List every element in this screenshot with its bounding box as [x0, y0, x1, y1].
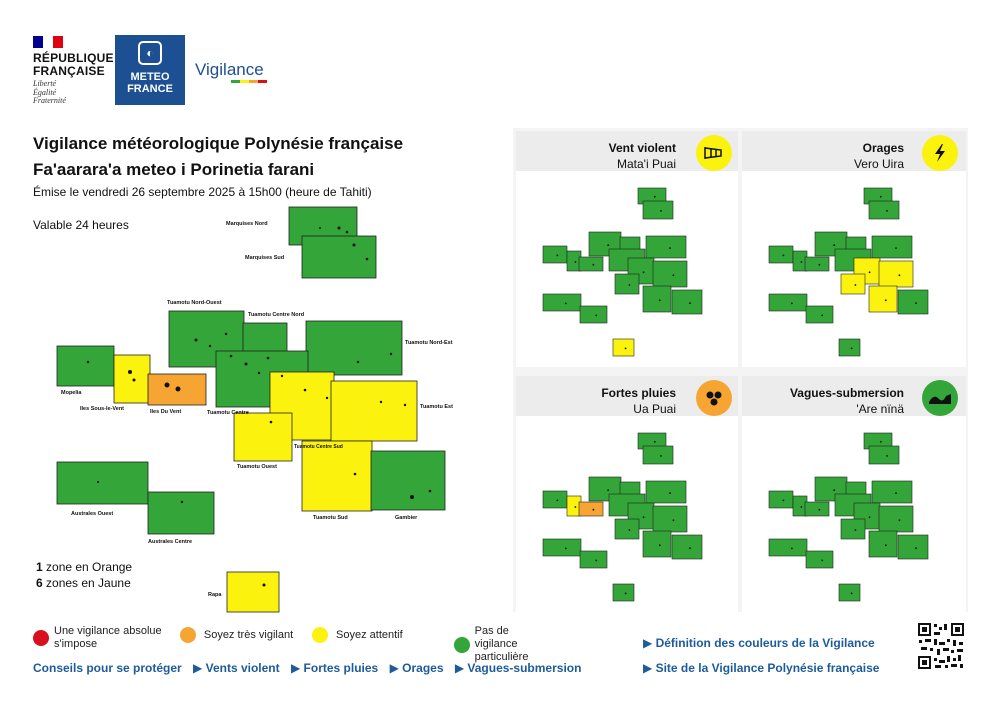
mini-island-marker — [880, 441, 882, 443]
mini-island-marker — [643, 516, 645, 518]
republique-line1: RÉPUBLIQUE — [33, 51, 114, 65]
meteo-france-emblem-icon: ◐ — [138, 41, 162, 65]
mini-zone-tuamotu-nord-est[interactable] — [872, 481, 912, 503]
validity-text: Valable 24 heures — [33, 218, 129, 232]
mini-island-marker — [673, 274, 675, 276]
mini-island-marker — [886, 210, 888, 212]
mini-island-marker — [885, 544, 887, 546]
label-australes-ouest: Australes Ouest — [71, 511, 114, 517]
mini-zone-tuamotu-nord-est[interactable] — [646, 236, 686, 258]
mini-island-marker — [899, 519, 901, 521]
panel-subtitle: Mata'i Puai — [617, 157, 676, 171]
emission-date: Émise le vendredi 26 septembre 2025 à 15h00 (heure de Tahiti) — [33, 185, 372, 199]
mini-zone-tuamotu-sud[interactable] — [643, 531, 671, 557]
mini-zone-iles-du-vent[interactable] — [805, 257, 829, 271]
panel-subtitle: 'Are nïnä — [856, 402, 904, 416]
mini-island-marker — [869, 271, 871, 273]
yellow-dot-icon — [312, 627, 328, 643]
page-title-tahitian: Fa'aarara'a meteo i Porinetia farani — [33, 160, 315, 179]
mini-zone-tuamotu-nord-est[interactable] — [646, 481, 686, 503]
mini-zone-australes-ouest[interactable] — [543, 294, 581, 311]
mini-map-vagues-submersion — [769, 433, 928, 601]
mini-zone-australes-centre[interactable] — [580, 306, 607, 323]
mini-island-marker — [855, 529, 857, 531]
legend-item-green — [454, 625, 553, 664]
mini-island-marker — [791, 547, 793, 549]
link-conseils[interactable]: Conseils pour se protéger — [33, 661, 182, 675]
link-vents-violent[interactable]: ▶ Vents violent — [193, 661, 280, 675]
mini-island-marker — [565, 302, 567, 304]
mini-island-marker — [575, 261, 577, 263]
mini-island-marker — [625, 347, 627, 349]
legend-item-yellow — [312, 627, 454, 643]
link-site-vigilance[interactable]: ▶ Site de la Vigilance Polynésie française — [643, 661, 880, 675]
mini-island-marker — [880, 196, 882, 198]
legend-yellow-text: Soyez attentif — [336, 628, 403, 641]
mini-zone-tuamotu-ouest[interactable] — [615, 274, 639, 294]
mini-island-marker — [689, 302, 691, 304]
mini-zone-tuamotu-ouest[interactable] — [841, 274, 865, 294]
mini-island-marker — [819, 509, 821, 511]
mini-island-marker — [895, 247, 897, 249]
mini-island-marker — [593, 509, 595, 511]
label-rapa: Rapa — [208, 592, 222, 598]
panel-subtitle: Vero Uira — [853, 157, 904, 171]
meteo-line1: METEO — [130, 71, 170, 83]
mini-zone-marquises-sud[interactable] — [869, 446, 899, 464]
mini-island-marker — [654, 441, 656, 443]
mini-island-marker — [821, 314, 823, 316]
mini-zone-marquises-sud[interactable] — [643, 201, 673, 219]
mini-zone-tuamotu-sud[interactable] — [869, 286, 897, 312]
mini-zone-mopelia[interactable] — [543, 491, 567, 508]
mini-island-marker — [595, 314, 597, 316]
links-bar — [33, 661, 589, 675]
mini-zone-iles-du-vent[interactable] — [579, 502, 603, 516]
mini-zone-australes-ouest[interactable] — [543, 539, 581, 556]
mini-zone-tuamotu-sud[interactable] — [643, 286, 671, 312]
label-iles-du-vent: Iles Du Vent — [150, 409, 182, 415]
mini-island-marker — [689, 547, 691, 549]
legend — [33, 625, 553, 663]
mini-zone-iles-du-vent[interactable] — [805, 502, 829, 516]
mini-island-marker — [629, 284, 631, 286]
mini-zone-rapa[interactable] — [839, 584, 860, 601]
mini-map-orages — [769, 188, 928, 356]
label-tuamotu-centre-sud: Tuamotu Centre Sud — [294, 444, 343, 450]
label-tuamotu-nord-ouest: Tuamotu Nord-Ouest — [167, 300, 222, 306]
panel-title: Vent violent — [608, 141, 676, 155]
mini-zone-tuamotu-est[interactable] — [879, 506, 913, 532]
mini-zone-tuamotu-ouest[interactable] — [841, 519, 865, 539]
yellow-count: 6 zones en Jaune — [36, 576, 131, 590]
legend-item-orange — [180, 627, 312, 643]
mini-island-marker — [607, 489, 609, 491]
mini-island-marker — [669, 492, 671, 494]
mini-island-marker — [855, 284, 857, 286]
mini-zone-rapa[interactable] — [613, 339, 634, 356]
mini-island-marker — [791, 302, 793, 304]
mini-zone-tuamotu-nord-est[interactable] — [872, 236, 912, 258]
page-title: Vigilance météorologique Polynésie française — [33, 134, 404, 153]
mini-island-marker — [821, 559, 823, 561]
mini-zone-tuamotu-est[interactable] — [653, 261, 687, 287]
mini-zone-gambier[interactable] — [672, 290, 702, 314]
link-definition-couleurs[interactable]: ▶ Définition des couleurs de la Vigilance — [643, 636, 875, 650]
mini-island-marker — [557, 499, 559, 501]
legend-item-red — [33, 625, 180, 651]
mini-zone-tuamotu-ouest[interactable] — [615, 519, 639, 539]
mini-island-marker — [643, 271, 645, 273]
mini-island-marker — [783, 254, 785, 256]
orange-count: 1 zone en Orange — [36, 560, 133, 574]
mini-island-marker — [595, 559, 597, 561]
motto-fraternite: Fraternité — [33, 96, 66, 105]
mini-zone-australes-centre[interactable] — [580, 551, 607, 568]
mini-island-marker — [833, 244, 835, 246]
republique-line2: FRANÇAISE — [33, 64, 105, 78]
label-tuamotu-ouest: Tuamotu Ouest — [237, 464, 277, 470]
mini-zone-australes-ouest[interactable] — [769, 294, 807, 311]
label-marquises-sud: Marquises Sud — [245, 255, 285, 261]
mini-zone-gambier[interactable] — [898, 535, 928, 559]
mini-island-marker — [886, 455, 888, 457]
panel-title: Orages — [862, 141, 904, 155]
mini-island-marker — [593, 264, 595, 266]
mini-zone-marquises-sud[interactable] — [869, 201, 899, 219]
mini-island-marker — [819, 264, 821, 266]
mini-island-marker — [629, 529, 631, 531]
mini-zone-rapa[interactable] — [613, 584, 634, 601]
label-tuamotu-centre-nord: Tuamotu Centre Nord — [248, 312, 305, 318]
meteo-line2: FRANCE — [127, 83, 173, 95]
legend-orange-text: Soyez très vigilant — [203, 628, 294, 641]
motto-egalite: Égalité — [33, 87, 57, 97]
mini-zone-tuamotu-est[interactable] — [879, 261, 913, 287]
mini-zone-mopelia[interactable] — [769, 246, 793, 263]
legend-green-text: Pas de vigilance particulière — [474, 625, 529, 663]
mini-zone-gambier[interactable] — [672, 535, 702, 559]
mini-island-marker — [869, 516, 871, 518]
label-tuamotu-sud: Tuamotu Sud — [313, 515, 348, 521]
mini-island-marker — [557, 254, 559, 256]
mini-zone-australes-centre[interactable] — [806, 306, 833, 323]
mini-map-vent-violent — [543, 188, 702, 356]
qr-code[interactable] — [917, 622, 965, 670]
mini-island-marker — [673, 519, 675, 521]
link-fortes-pluies[interactable]: ▶ Fortes pluies — [290, 661, 379, 675]
vigilance-brand: Vigilance — [195, 60, 264, 79]
label-gambier: Gambier — [395, 515, 418, 521]
mini-island-marker — [659, 299, 661, 301]
mini-island-marker — [783, 499, 785, 501]
label-tuamotu-est: Tuamotu Est — [420, 404, 453, 410]
mini-island-marker — [899, 274, 901, 276]
mini-island-marker — [801, 261, 803, 263]
mini-island-marker — [801, 506, 803, 508]
mini-zone-iles-du-vent[interactable] — [579, 257, 603, 271]
legend-red-text: Une vigilance absolue s'impose — [54, 625, 162, 650]
label-marquises-nord: Marquises Nord — [226, 221, 268, 227]
mini-island-marker — [660, 210, 662, 212]
mini-zone-marquises-sud[interactable] — [643, 446, 673, 464]
mini-island-marker — [660, 455, 662, 457]
red-dot-icon — [33, 630, 49, 646]
mini-zone-mopelia[interactable] — [769, 491, 793, 508]
mini-island-marker — [669, 247, 671, 249]
label-tuamotu-centre: Tuamotu Centre — [207, 410, 249, 416]
mini-map-fortes-pluies — [543, 433, 702, 601]
mini-island-marker — [895, 492, 897, 494]
mini-zone-mopelia[interactable] — [543, 246, 567, 263]
mini-island-marker — [915, 302, 917, 304]
mini-island-marker — [851, 347, 853, 349]
mini-zone-tuamotu-sud[interactable] — [869, 531, 897, 557]
label-iles-sous-le-vent: Iles Sous-le-Vent — [80, 406, 125, 412]
mini-island-marker — [565, 547, 567, 549]
mini-island-marker — [833, 489, 835, 491]
label-tuamotu-nord-est: Tuamotu Nord-Est — [405, 340, 453, 346]
mini-island-marker — [625, 592, 627, 594]
mini-island-marker — [607, 244, 609, 246]
label-australes-centre: Australes Centre — [148, 539, 193, 545]
motto-liberte: Liberté — [33, 79, 57, 88]
mini-zone-gambier[interactable] — [898, 290, 928, 314]
mini-zone-australes-ouest[interactable] — [769, 539, 807, 556]
panel-title: Vagues-submersion — [789, 386, 904, 400]
mini-island-marker — [885, 299, 887, 301]
mini-zone-tuamotu-est[interactable] — [653, 506, 687, 532]
panel-title: Fortes pluies — [601, 386, 676, 400]
mini-zone-rapa[interactable] — [839, 339, 860, 356]
link-orages[interactable]: ▶ Orages — [389, 661, 444, 675]
mini-island-marker — [851, 592, 853, 594]
orange-dot-icon — [180, 627, 196, 643]
mini-island-marker — [915, 547, 917, 549]
link-vagues-submersion[interactable]: ▶ Vagues-submersion — [454, 661, 582, 675]
green-dot-icon — [454, 637, 470, 653]
mini-island-marker — [654, 196, 656, 198]
panel-subtitle: Ua Puai — [633, 402, 676, 416]
mini-island-marker — [575, 506, 577, 508]
mini-island-marker — [659, 544, 661, 546]
label-mopelia: Mopelia — [61, 390, 82, 396]
mini-zone-australes-centre[interactable] — [806, 551, 833, 568]
